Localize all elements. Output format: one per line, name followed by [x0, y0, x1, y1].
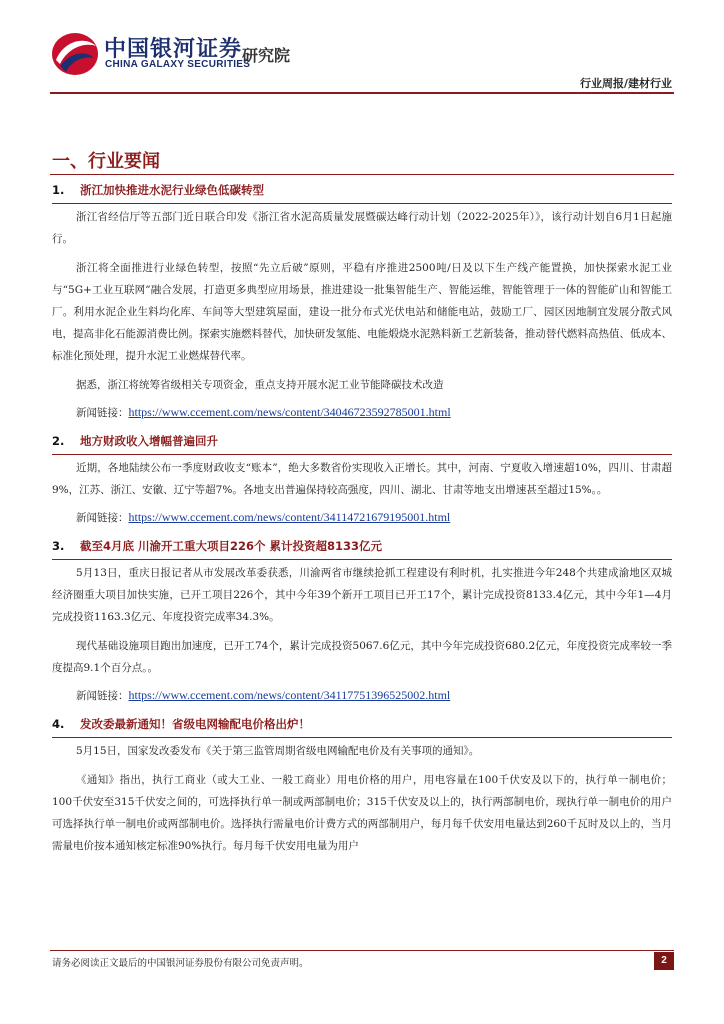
report-category: 行业周报/建材行业 — [579, 77, 672, 90]
paragraph: 浙江将全面推进行业绿色转型，按照“先立后破”原则，平稳有序推进2500吨/日及以下生产线产能置换，加快探索水泥工业与“5G+工业互联网”融合发展，打造更多典型应用场景，推进建设一批集智能生产、智能运维，智能管理于一体的智能矿山和智能工厂。利用水泥企业生料均化库、车间等大型建筑屋面，建设一批分布式光伏电站和储能电站，鼓励工厂、园区因地制宜发展分散式风电，提高非化石能源消费比例。探索实施燃料替代，加快研发氢能、电能煅烧水泥熟料新工艺新装备，推动替代燃料高热值、低成本、标准化预处理，提升水泥工业燃煤替代率。 — [52, 262, 672, 362]
news-number: 2. — [52, 434, 65, 448]
news-heading-2 — [52, 429, 672, 454]
footer-divider — [50, 950, 674, 951]
disclaimer-note: 请务必阅读正文最后的中国银河证券股份有限公司免责声明。 — [52, 958, 309, 969]
news-title: 发改委最新通知！省级电网输配电价格出炉！ — [80, 717, 310, 731]
news-title: 浙江加快推进水泥行业绿色低碳转型 — [80, 183, 264, 197]
brand-name-cn: 中国银河证券 — [104, 37, 243, 62]
paragraph: 5月15日，国家发改委发布《关于第三监管周期省级电网输配电价及有关事项的通知》。 — [76, 745, 480, 757]
news-heading-3 — [52, 534, 672, 559]
news-title: 地方财政收入增幅普遍回升 — [80, 434, 218, 448]
news-content — [52, 178, 672, 857]
page-header — [0, 0, 724, 96]
brand-institute: 研究院 — [242, 46, 291, 65]
paragraph: 浙江省经信厅等五部门近日联合印发《浙江省水泥高质量发展暨碳达峰行动计划（2022-2025年）》，该行动计划自6月1日起施行。 — [52, 211, 672, 245]
news-heading-4 — [52, 712, 672, 737]
paragraph: 近期，各地陆续公布一季度财政收支“账本”，绝大多数省份实现收入正增长。其中，河南、宁夏收入增速超10%，四川、甘肃超9%，江苏、浙江、安徽、辽宁等超7%。各地支出普遍保持较高强度，四川、湖北、甘肃等地支出增速甚至超过15%。。 — [52, 462, 672, 496]
paragraph: 现代基础设施项目跑出加速度，已开工74个，累计完成投资5067.6亿元，其中今年完成投资680.2亿元，年度投资完成率较一季度提高9.1个百分点。。 — [52, 640, 672, 674]
news-link-label: 新闻链接： — [76, 512, 129, 524]
news-heading-1 — [52, 178, 672, 203]
news-number: 3. — [52, 539, 65, 553]
news-number: 4. — [52, 717, 65, 731]
news-link[interactable]: https://www.ccement.com/news/content/34046723592785001.html — [128, 405, 451, 419]
news-title: 截至4月底 川渝开工重大项目226个 累计投资超8133亿元 — [80, 539, 383, 553]
paragraph: 据悉，浙江将统筹省级相关专项资金，重点支持开展水泥工业节能降碳技术改造 — [76, 379, 444, 391]
news-link-line — [52, 506, 672, 529]
news-link[interactable]: https://www.ccement.com/news/content/34117751396525002.html — [128, 688, 451, 702]
section-title: 一、行业要闻 — [52, 151, 160, 172]
paragraph: 5月13日，重庆日报记者从市发展改革委获悉，川渝两省市继续抢抓工程建设有利时机，扎实推进今年248个共建成渝地区双城经济圈重大项目加快实施，已开工项目226个，其中今年39个新开工项目已开工17个，累计完成投资8133.4亿元，其中今年1—4月完成投资1163.3亿元、年度投资完成率34.3%。 — [52, 567, 672, 623]
section-divider — [50, 174, 674, 175]
news-link-line — [52, 401, 672, 424]
paragraph: 《通知》指出，执行工商业（或大工业、一般工商业）用电价格的用户，用电容量在100千伏安及以下的，执行单一制电价；100千伏安至315千伏安之间的，可选择执行单一制或两部制电价；315千伏安及以上的，执行两部制电价，现执行单一制电价的用户可选择执行单一制电价或两部制电价。选择执行需量电价计费方式的两部制用户，每月每千伏安用电量达到260千瓦时及以上的，当月需量电价按本通知核定标准90%执行。每月每千伏安用电量为用户 — [52, 774, 672, 852]
brand-name-en: CHINA GALAXY SECURITIES — [105, 59, 251, 70]
header-divider — [50, 92, 674, 94]
news-link-label: 新闻链接： — [76, 690, 129, 702]
news-link[interactable]: https://www.ccement.com/news/content/34114721679195001.html — [128, 510, 451, 524]
news-link-line — [52, 684, 672, 707]
page-number: 2 — [654, 952, 674, 970]
news-number: 1. — [52, 183, 65, 197]
galaxy-logo-icon — [50, 30, 100, 78]
news-link-label: 新闻链接： — [76, 407, 129, 419]
